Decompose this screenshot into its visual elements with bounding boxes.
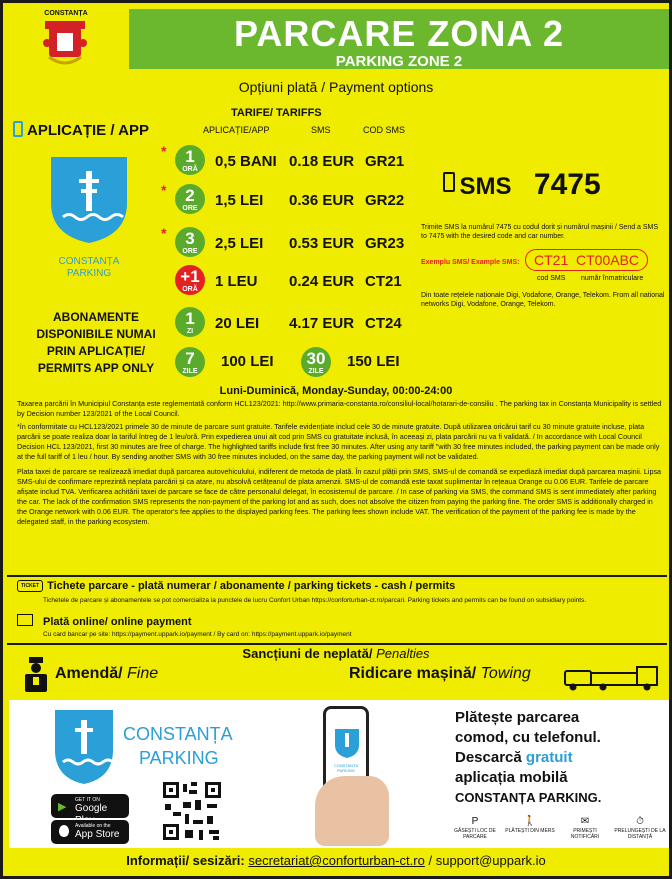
feature-item — [614, 816, 666, 840]
duration-badge — [175, 307, 205, 337]
feature-item — [504, 816, 556, 834]
parking-shield-icon — [334, 727, 360, 759]
sms-number: 7475 — [533, 168, 601, 201]
promo-line2: comod, cu telefonul. — [455, 729, 601, 746]
sms-number-block — [443, 168, 601, 202]
city-name-label: CONSTANȚA — [44, 10, 88, 17]
promo-line1: Plătește parcarea — [455, 709, 580, 726]
app-section-label — [13, 121, 149, 139]
tariff-sms-price: 0.36 EUR — [289, 192, 355, 209]
tariff-app-price: 20 LEI — [215, 315, 260, 332]
legal-notes — [17, 399, 663, 527]
promo-line3a: Descarcă — [455, 749, 522, 766]
free-minutes-asterisk: * — [161, 143, 167, 159]
ticket-icon: TICKET — [17, 580, 43, 592]
promo-brand-line2: PARKING — [139, 748, 219, 768]
footer-separator: / — [428, 853, 433, 868]
duration-badge — [175, 227, 205, 257]
note-legal-basis: Taxarea parcării în Municipiul Constanța este reglementată conform HCL123/2021: http://www.primaria-constanta.ro/consiliul-local/hotarari-de-consiliu . The parking tax in Constanța Municipality is settled by Decision number 123/2021 of the Local Council. — [17, 399, 662, 418]
duration-badge — [175, 145, 205, 175]
google-big-text: Google — [75, 803, 108, 814]
month-price: 150 LEI — [347, 353, 400, 370]
badge-number: 1 — [185, 309, 195, 328]
tariff-app-price: 1,5 LEI — [215, 192, 264, 209]
tariffs-title: TARIFE/ TARIFFS — [231, 107, 322, 119]
footer-label: Informații/ sesizări: — [126, 853, 245, 868]
tariff-sms-price: 0.24 EUR — [289, 273, 355, 290]
qr-code — [161, 780, 223, 842]
fine-label — [55, 665, 158, 683]
footer — [3, 853, 669, 868]
duration-badge — [175, 265, 205, 295]
duration-badge — [175, 184, 205, 214]
feature-label: PLĂTEȘTI DIN MERS — [505, 828, 555, 834]
footer-email-link[interactable]: secretariat@conforturban-ct.ro — [248, 853, 425, 868]
col-header-app: APLICAȚIE/APP — [203, 125, 270, 135]
example-plate: CT00ABC — [576, 252, 640, 268]
promo-line5: CONSTANȚA PARKING. — [455, 790, 602, 805]
apple-icon — [59, 825, 69, 837]
app-features — [449, 816, 669, 846]
towing-label — [349, 665, 531, 683]
google-small-text: GET IT ON — [75, 797, 100, 803]
tow-ro: Ridicare mașină/ — [349, 665, 477, 682]
badge-unit: ZI — [186, 328, 194, 335]
divider — [7, 643, 667, 645]
page-title: PARCARE ZONA 2 — [233, 13, 565, 54]
tariff-sms-code: GR21 — [365, 153, 405, 170]
free-minutes-asterisk: * — [161, 225, 167, 241]
phone-icon — [13, 121, 23, 137]
hand-illustration — [315, 776, 389, 846]
feature-icon: P — [471, 816, 479, 827]
sms-example-pill — [525, 249, 648, 271]
payment-options-title: Opțiuni plată / Payment options — [238, 79, 434, 95]
police-officer-icon — [23, 657, 49, 693]
divider — [7, 575, 667, 577]
parking-shield-icon — [49, 153, 129, 245]
feature-label: PRELUNGEȘTI DE LA DISTANȚĂ — [614, 828, 666, 840]
app-label-text: APLICAȚIE / APP — [27, 122, 149, 139]
badge-unit: ORE — [182, 248, 198, 255]
parking-shield-icon — [53, 706, 115, 786]
promo-brand — [123, 722, 233, 770]
penalties-title — [3, 646, 669, 661]
header-banner — [129, 9, 669, 69]
tariff-app-price: 0,5 BANI — [215, 153, 277, 170]
app-store-button[interactable] — [51, 820, 129, 844]
tickets-desc: Tichetele de parcare și abonamentele se pot comercializa la punctele de lucru Confort Urban https://conforturban-ct.ro/parcari. Parking tickets and permits can be found on subsidiary points. — [43, 597, 587, 604]
sms-instructions: Trimite SMS la numărul 7475 cu codul dorit și numărul mașinii / Send a SMS to 7475 with the desired code and car number. — [421, 224, 659, 240]
google-play-icon: ▶ — [58, 801, 67, 813]
sms-phone-icon — [443, 172, 455, 192]
tickets-title: Tichete parcare - plată numerar / abonamente / parking tickets - cash / permits — [47, 580, 456, 592]
tariff-app-price: 1 LEU — [215, 273, 258, 290]
tariff-sms-code: GR22 — [365, 192, 405, 209]
app-logo-text: CONSTANȚA PARKING — [58, 256, 120, 279]
apple-small-text: Available on the — [75, 823, 111, 829]
tow-truck-icon — [563, 663, 663, 691]
promo-line4: aplicația mobilă — [455, 769, 568, 786]
week-price: 100 LEI — [221, 353, 274, 370]
example-code: CT21 — [534, 252, 569, 268]
penalties-title-en: Penalties — [376, 646, 430, 661]
promo-text — [455, 708, 601, 808]
badge-unit: ZILE — [182, 368, 198, 375]
free-minutes-asterisk: * — [161, 182, 167, 198]
tow-en: Towing — [480, 665, 531, 682]
badge-number: 1 — [185, 147, 195, 166]
tariff-sms-price: 0.18 EUR — [289, 153, 355, 170]
feature-icon: ✉ — [580, 816, 590, 827]
city-coat-of-arms — [9, 9, 123, 73]
badge-number: 30 — [306, 349, 326, 368]
tariff-sms-code: CT21 — [365, 273, 402, 290]
badge-number: 2 — [185, 186, 195, 205]
feature-icon: 🚶 — [523, 816, 537, 827]
apple-big-text: App Store — [75, 829, 120, 840]
tariff-app-price: 2,5 LEI — [215, 235, 264, 252]
online-title-row — [17, 614, 192, 628]
note-payment-rules: Plata taxei de parcare se realizează imediat după parcarea autovehiculului, indiferent de metoda de plată. În cazul plății prin SMS, SMS-ul de comandă se expediază imediat după parcarea mașinii. Lipsa SMS-ului de confirmare reprezintă neplata parcării și ca atare, nu absolvă cetățeanul de plata amenzii. SMS-ul de comandă este taxat suplimentar în rețeaua Orange cu 0.06 EUR. Tarifele de parcare afișate includ TVA. Verificarea achitării taxei de parcare se face de către personalul delegat, în ecosistemul de parcare. / In case of parking via SMS, the command SMS is sent immediately after parking the car. The lack of the confirmation SMS represents the non-payment of the parking lot and as such, does not absolve the citizen from paying the parking fine. The order SMS is additionally charged in the Orange network with 0.06 EUR. The operator's fee applies to the displayed parking fees. The parking fees shown include VAT. The verification of the payment of the parking fee is made by the delegated staff, in the parking ecosystem. — [17, 467, 662, 526]
penalties-title-ro: Sancțiuni de neplată/ — [242, 646, 373, 661]
sms-example-label: Exemplu SMS/ Example SMS: — [421, 259, 520, 266]
phone-illustration — [315, 706, 391, 846]
badge-unit: ORĂ — [182, 166, 198, 173]
col-header-code: COD SMS — [363, 125, 406, 135]
phone-logo-text: CONSTANȚA PARKING — [333, 763, 359, 773]
badge-number: 3 — [185, 229, 195, 248]
schedule: Luni-Duminică, Monday-Sunday, 00:00-24:00 — [219, 385, 453, 397]
note-free-minutes: *în conformitate cu HCL123/2021 primele 30 de minute de parcare sunt gratuite. Tarifele evidențiate includ cele 30 de minute gratuite. După utilizarea oricărui tarif cu 30 minute gratuite incluse, plata parcării se poate realiza doar la tariful întreg de 1 leu/oră. Prin expedierea unui alt cod prin SMS cu gratuitate inclusă, în aceeași zi, plata parcării nu va fi validată. / In accordance with Local Council Decision HCL 123/2021, first 30 minutes are free of charge. The highlighted tariffs include first free 30 minutes. After using any tariff "with 30 free minutes included, the parking payment can be made only at the full tariff of 1 leu / hour. By sending another SMS with 30 free minutes included, on the same day, the parking payment will not be validated. — [17, 422, 660, 461]
feature-icon: ⏱ — [636, 816, 644, 827]
fine-en: Fine — [127, 665, 159, 682]
tariff-sms-price: 4.17 EUR — [289, 315, 355, 332]
online-desc: Cu card bancar pe site: https://payment.uppark.io/payment / By card on: https://payment.uppark.io/payment — [43, 631, 352, 638]
feature-label: PRIMEȘTI NOTIFICĂRI — [570, 828, 600, 840]
feature-label: GĂSEȘTI LOC DE PARCARE — [454, 828, 496, 840]
sms-label: SMS — [459, 173, 512, 200]
badge-unit: ZILE — [308, 368, 324, 375]
sms-networks: Din toate rețelele naționale Digi, Vodafone, Orange, Telekom. From all national networks Digi, Vodafone, Orange, Telekom. — [421, 292, 665, 308]
online-title: Plată online/ online payment — [43, 616, 192, 628]
tariff-sms-code: GR23 — [365, 235, 405, 252]
feature-item — [559, 816, 611, 840]
tariff-sms-price: 0.53 EUR — [289, 235, 355, 252]
promo-brand-line1: CONSTANȚA — [123, 724, 233, 744]
code-caption: cod SMS — [537, 275, 566, 282]
badge-number: +1 — [180, 267, 200, 286]
promo-line3b: gratuit — [525, 749, 573, 766]
page-subtitle: PARKING ZONE 2 — [335, 53, 463, 70]
tariff-sms-code: CT24 — [365, 315, 402, 332]
badge-unit: ORE — [182, 205, 198, 212]
tickets-title-row — [17, 580, 455, 592]
duration-badge-30-days — [301, 347, 331, 377]
support-email-link[interactable]: support@uppark.io — [435, 853, 546, 868]
plate-caption: număr înmatriculare — [581, 275, 644, 282]
coat-of-arms-icon — [43, 19, 87, 69]
col-header-sms: SMS — [311, 125, 331, 135]
fine-ro: Amendă/ — [55, 665, 123, 682]
badge-unit: ORĂ — [182, 286, 198, 293]
google-play-button[interactable] — [51, 794, 129, 818]
duration-badge-7-days — [175, 347, 205, 377]
feature-item — [449, 816, 501, 840]
computer-icon — [17, 614, 33, 626]
promo-panel — [9, 700, 669, 848]
app-logo — [49, 153, 129, 283]
subscriptions-label: ABONAMENTE DISPONIBILE NUMAI PRIN APLICAȚIE/ PERMITS APP ONLY — [36, 310, 156, 375]
badge-number: 7 — [185, 349, 195, 368]
